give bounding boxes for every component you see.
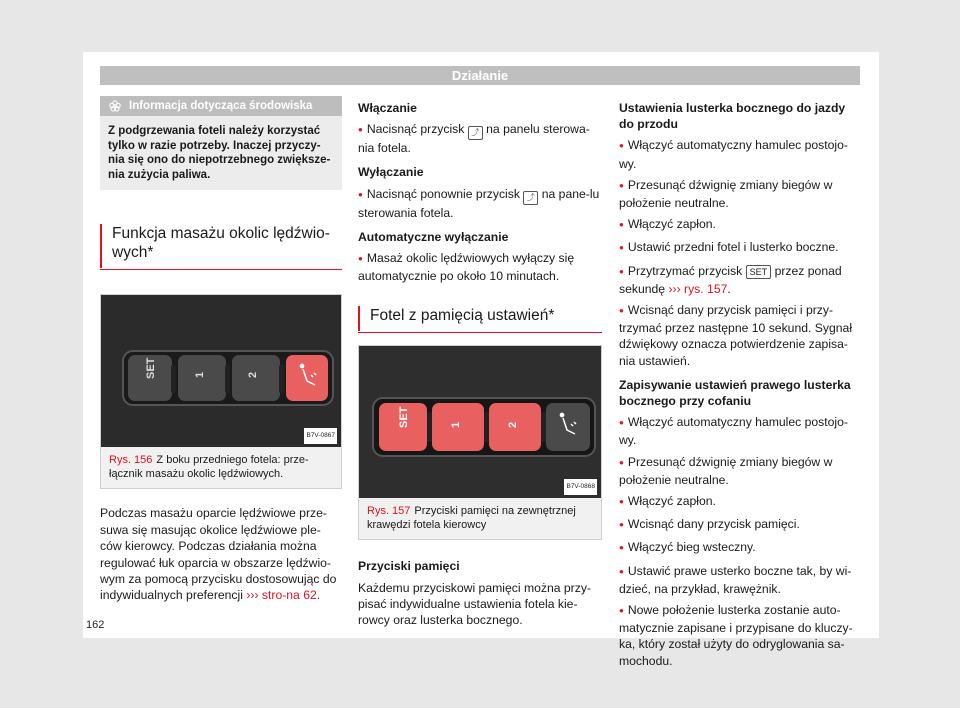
heading-mirror-front: Ustawienia lusterka bocznego do jazdy do przodu xyxy=(619,101,846,132)
figure-156-code: B7V-0867 xyxy=(304,428,337,444)
page-number: 162 xyxy=(86,619,105,631)
list-item: ● Przesunąć dźwignię zmiany biegów w położenie neutralne. xyxy=(619,177,861,211)
list-item-off: ● Nacisnąć ponownie przycisk ⤴ na pane-lu sterowania fotela. xyxy=(358,186,602,221)
chapter-header: Działanie xyxy=(100,66,860,85)
list-item: ● Ustawić przedni fotel i lusterko boczne. xyxy=(619,239,861,257)
figure-156-label: Rys. 156 xyxy=(109,454,153,467)
list-item: ● Włączyć zapłon. xyxy=(619,216,861,234)
list-item: ● Ustawić prawe usterko boczne tak, by wi-dzieć, na przykład, krawężnik. xyxy=(619,563,861,597)
figure-156-caption xyxy=(101,447,341,488)
list-item: ● Wcisnąć dany przycisk pamięci. xyxy=(619,516,861,534)
heading-mirror-reverse: Zapisywanie ustawień prawego lusterka bocznego przy cofaniu xyxy=(619,377,851,409)
heading-auto-off: Automatyczne wyłączanie xyxy=(358,229,509,244)
massage-paragraph: Podczas masażu oparcie lędźwiowe prze-suwa się masując okolice lędźwiowe ple-ców kierowcy. Podczas działania można regulować łuk oparcia w obszarze lędźwio-wym za pomocą przycisku dostosowując do indywidualnych preferencji ››› stro-na 62. xyxy=(100,506,337,603)
list-item: ● Nowe położenie lusterka zostanie auto-matycznie zapisane i przypisane do kluczy-ka, który został użyty do odryglowania sa-mochodu. xyxy=(619,602,861,669)
figure-157-caption-text: Przyciski pamięci na zewnętrznej krawędzi fotela kierowcy xyxy=(367,505,576,532)
column-middle xyxy=(358,100,602,628)
list-item-on: ● Nacisnąć przycisk ⤴ na panelu sterowa-nia fotela. xyxy=(358,121,602,156)
environment-info-text: Z podgrzewania foteli należy korzystać tylko w razie potrzeby. Inaczej przyczy-nia się ono do niepotrzebnego zwiększe-nia zużycia paliwa. xyxy=(108,125,331,181)
memory-paragraph: Każdemu przyciskowi pamięci można przy-pisać indywidualne ustawienia fotela kie-rowcy oraz lusterka bocznego. xyxy=(358,580,591,628)
figure-156-photo xyxy=(101,295,341,447)
button-set-label: SET xyxy=(145,357,157,380)
massage-button-icon: ⤴ xyxy=(468,126,483,140)
section-title-memory-seat: Fotel z pamięcią ustawień* xyxy=(358,306,602,331)
list-item: ● Wcisnąć dany przycisk pamięci i przy-trzymać przez następne 10 sekund. Sygnał dźwiękowy oznacza potwierdzenie zapisa-nia ustawień. xyxy=(619,302,861,369)
heading-off: Wyłączanie xyxy=(358,165,424,180)
link-page-62[interactable]: ››› stro-na 62 xyxy=(246,588,317,603)
massage-button-icon: ⤴ xyxy=(523,191,538,205)
column-left xyxy=(100,96,342,604)
environment-info-box xyxy=(100,96,342,190)
environment-info-title: Informacja dotycząca środowiska xyxy=(129,100,313,112)
figure-157 xyxy=(358,345,602,540)
button-set-label: SET xyxy=(398,407,410,429)
figure-157-code: B7V-0868 xyxy=(564,479,597,495)
heading-memory-buttons: Przyciski pamięci xyxy=(358,559,460,574)
button-2-label: 2 xyxy=(507,422,519,429)
button-1-label: 1 xyxy=(194,372,206,379)
column-right xyxy=(619,100,861,669)
list-item: ● Włączyć automatyczny hamulec postojo-wy. xyxy=(619,414,861,448)
list-item: ● Włączyć automatyczny hamulec postojo-wy. xyxy=(619,137,861,171)
figure-156 xyxy=(100,294,342,489)
figure-156-caption-text: Z boku przedniego fotela: prze-łącznik masażu okolic lędźwiowych. xyxy=(109,454,309,481)
flower-icon xyxy=(108,99,122,113)
link-fig-157[interactable]: ››› rys. 157 xyxy=(668,281,728,296)
list-item: ● Przesunąć dźwignię zmiany biegów w położenie neutralne. xyxy=(619,454,861,488)
list-item: ● Włączyć bieg wsteczny. xyxy=(619,539,861,557)
button-2-label: 2 xyxy=(247,372,259,379)
section-title-massage: Funkcja masażu okolic lędźwio-wych* xyxy=(100,224,342,268)
figure-157-caption xyxy=(359,498,601,539)
button-1-label: 1 xyxy=(450,422,462,429)
figure-157-label: Rys. 157 xyxy=(367,505,411,518)
list-item-hold-set: ● Przytrzymać przycisk SET przez ponad sekundę ››› rys. 157. xyxy=(619,263,861,297)
set-key: SET xyxy=(746,265,772,279)
list-item-auto-off: ● Masaż okolic lędźwiowych wyłączy się automatycznie po około 10 minutach. xyxy=(358,250,602,284)
list-item: ● Włączyć zapłon. xyxy=(619,493,861,511)
figure-157-photo xyxy=(359,346,601,498)
environment-info-header xyxy=(100,96,342,116)
massage-switch-illustration xyxy=(101,295,341,447)
heading-on: Włączanie xyxy=(358,101,417,115)
memory-buttons-illustration xyxy=(359,346,601,498)
